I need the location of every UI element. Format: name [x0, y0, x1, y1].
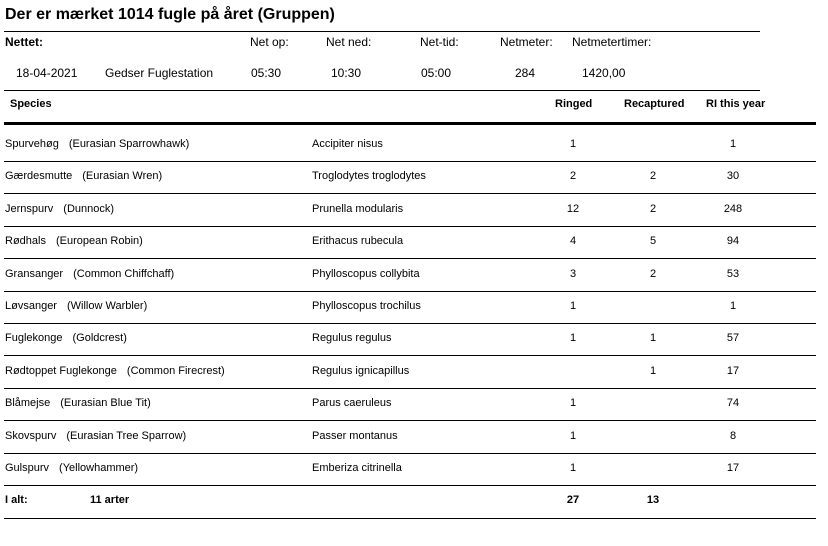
ri-this-year-count: 1 [729, 138, 737, 150]
col-ri-this-year: RI this year [706, 98, 766, 110]
row-separator [4, 291, 816, 292]
species-english-name: (Common Firecrest) [126, 364, 225, 377]
ri-this-year-count: 248 [723, 202, 743, 215]
label-net-ned: Net ned: [326, 35, 372, 49]
species-latin-name: Phylloscopus trochilus [312, 300, 421, 312]
label-nettet: Nettet: [5, 35, 43, 49]
ringed-count: 1 [569, 462, 577, 474]
recaptured-count: 5 [649, 235, 657, 248]
recaptured-count: 1 [649, 364, 657, 377]
species-name [5, 332, 127, 344]
ri-this-year-count: 30 [726, 170, 740, 183]
species-danish-name: Jernspurv [5, 202, 54, 215]
species-name [5, 365, 225, 377]
label-netmetertimer: Netmetertimer: [572, 35, 652, 49]
row-separator [4, 355, 816, 356]
species-english-name: (Goldcrest) [72, 332, 127, 345]
ringed-count: 1 [569, 138, 577, 150]
species-danish-name: Løvsanger [5, 300, 57, 312]
species-english-name: (Common Chiffchaff) [73, 267, 175, 280]
ri-this-year-count: 17 [726, 364, 740, 377]
species-english-name: (Eurasian Wren) [82, 170, 163, 183]
species-latin-name: Passer montanus [312, 429, 398, 442]
species-english-name: (Eurasian Blue Tit) [60, 397, 151, 410]
species-latin-name: Phylloscopus collybita [312, 267, 420, 280]
col-species: Species [10, 98, 52, 110]
species-danish-name: Gulspurv [5, 462, 50, 474]
row-separator [4, 388, 816, 389]
net-op-value: 05:30 [251, 66, 282, 80]
species-danish-name: Gærdesmutte [5, 170, 73, 183]
species-latin-name: Erithacus rubecula [312, 235, 404, 248]
species-latin-name: Prunella modularis [312, 202, 404, 215]
row-separator [4, 420, 816, 421]
ringed-count: 1 [569, 332, 577, 345]
ringed-count: 12 [566, 202, 580, 215]
col-recaptured: Recaptured [624, 98, 685, 110]
species-latin-name: Regulus regulus [312, 332, 392, 345]
ringed-count: 3 [569, 267, 577, 280]
ri-this-year-count: 57 [726, 332, 740, 345]
netmetertimer-value: 1420,00 [582, 66, 626, 80]
row-separator [4, 193, 816, 194]
totals-species-count: 11 arter [90, 494, 130, 506]
bottom-rule [4, 518, 816, 519]
species-name [5, 300, 147, 312]
label-netmeter: Netmeter: [500, 35, 553, 49]
header-rule [4, 122, 816, 125]
row-separator [4, 323, 816, 324]
ringed-count: 1 [569, 429, 577, 442]
species-name [5, 235, 143, 247]
species-name [5, 430, 186, 442]
species-danish-name: Rødtoppet Fuglekonge [5, 364, 117, 377]
recaptured-count: 2 [649, 170, 657, 183]
totals-ringed: 27 [566, 494, 580, 506]
net-tid-value: 05:00 [421, 66, 452, 80]
species-name [5, 170, 162, 182]
species-danish-name: Gransanger [5, 267, 64, 280]
species-latin-name: Regulus ignicapillus [312, 364, 410, 377]
species-name [5, 268, 174, 280]
ringed-count: 1 [569, 300, 577, 312]
ri-this-year-count: 17 [726, 462, 740, 474]
ri-this-year-count: 74 [726, 397, 740, 410]
recaptured-count: 1 [649, 332, 657, 345]
recaptured-count: 2 [649, 202, 657, 215]
ri-this-year-count: 1 [729, 300, 737, 312]
species-danish-name: Spurvehøg [5, 138, 59, 150]
net-ned-value: 10:30 [331, 66, 362, 80]
ringed-count: 2 [569, 170, 577, 183]
col-ringed: Ringed [555, 98, 593, 110]
row-separator [4, 453, 816, 454]
species-english-name: (Yellowhammer) [59, 462, 139, 474]
ringed-count: 1 [569, 397, 577, 410]
species-danish-name: Blåmejse [5, 397, 51, 410]
species-latin-name: Troglodytes troglodytes [312, 170, 426, 183]
species-latin-name: Accipiter nisus [312, 138, 383, 150]
row-separator [4, 485, 816, 486]
species-english-name: (Eurasian Sparrowhawk) [68, 138, 190, 150]
ri-this-year-count: 53 [726, 267, 740, 280]
netmeter-value: 284 [515, 66, 536, 80]
species-latin-name: Emberiza citrinella [312, 462, 402, 474]
species-name [5, 203, 114, 215]
row-separator [4, 226, 816, 227]
net-date: 18-04-2021 [16, 66, 78, 80]
species-name [5, 138, 189, 150]
species-english-name: (Dunnock) [63, 202, 115, 215]
ri-this-year-count: 94 [726, 235, 740, 248]
species-danish-name: Rødhals [5, 235, 46, 248]
net-rule [4, 90, 760, 91]
page-title: Der er mærket 1014 fugle på året (Gruppen) [5, 6, 335, 23]
species-name [5, 397, 151, 409]
totals-recaptured: 13 [646, 494, 660, 506]
row-separator [4, 161, 816, 162]
species-latin-name: Parus caeruleus [312, 397, 392, 410]
ri-this-year-count: 8 [729, 429, 737, 442]
label-net-op: Net op: [250, 35, 289, 49]
net-station: Gedser Fuglestation [105, 66, 214, 80]
species-danish-name: Skovspurv [5, 429, 57, 442]
recaptured-count: 2 [649, 267, 657, 280]
ringed-count: 4 [569, 235, 577, 248]
row-separator [4, 258, 816, 259]
species-english-name: (European Robin) [55, 235, 143, 248]
title-rule [4, 31, 760, 32]
totals-label: I alt: [5, 494, 28, 506]
species-danish-name: Fuglekonge [5, 332, 63, 345]
species-english-name: (Eurasian Tree Sparrow) [66, 429, 187, 442]
species-name [5, 462, 138, 474]
label-net-tid: Net-tid: [420, 35, 459, 49]
species-english-name: (Willow Warbler) [66, 300, 148, 312]
